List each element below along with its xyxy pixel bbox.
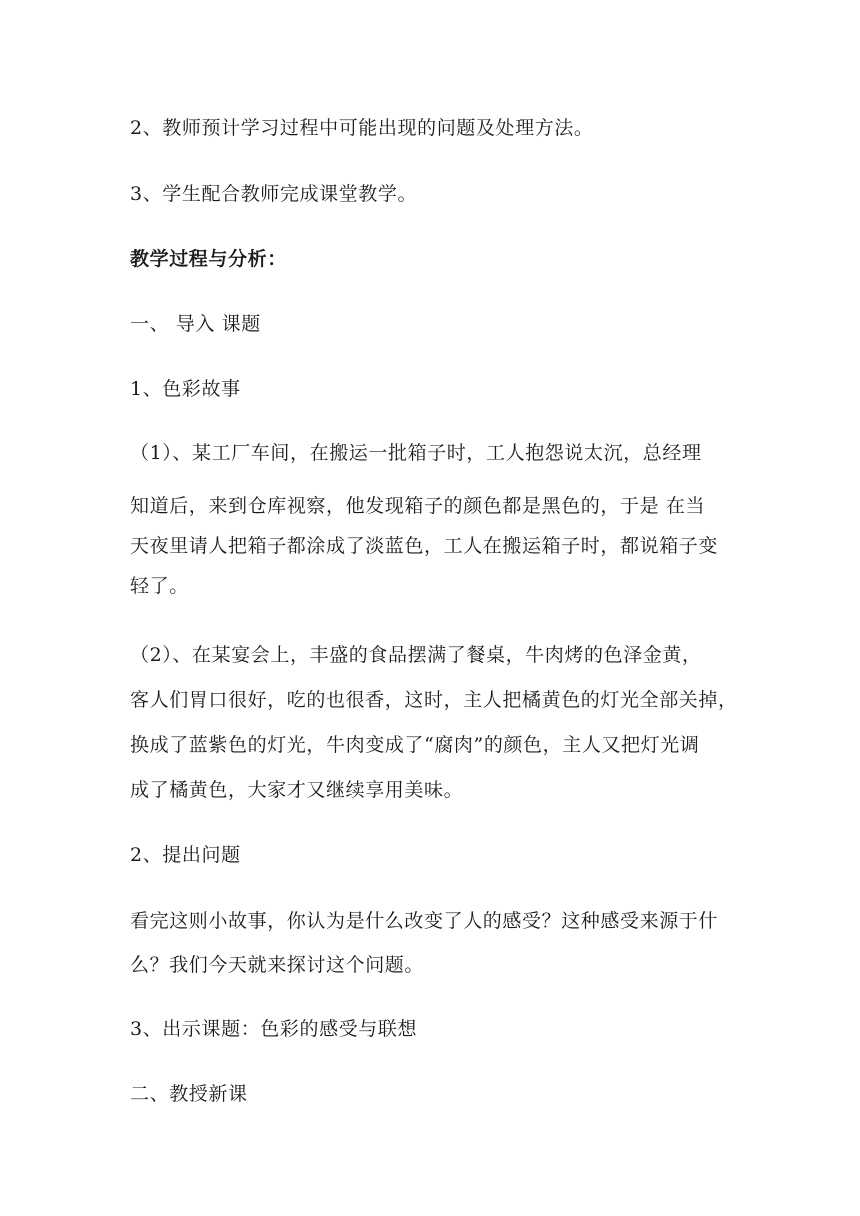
subsection-2-heading: 2、提出问题	[130, 844, 241, 866]
process-heading: 教学过程与分析：	[130, 248, 287, 270]
story-1-line: 天夜里请人把箱子都涂成了淡蓝色，工人在搬运箱子时，都说箱子变	[130, 535, 719, 557]
question-line: 看完这则小故事，你认为是什么改变了人的感受？这种感受来源于什	[130, 910, 719, 932]
subsection-3-heading: 3、出示课题：色彩的感受与联想	[130, 1018, 418, 1040]
question-line: 么？我们今天就来探讨这个问题。	[130, 954, 425, 976]
subsection-1-heading: 1、色彩故事	[130, 378, 241, 400]
story-1-line: （1）、某工厂车间，在搬运一批箱子时，工人抱怨说太沉，总经理	[130, 442, 702, 464]
story-1-line: 轻了。	[130, 575, 189, 597]
section-2-heading: 二、教授新课	[130, 1083, 248, 1105]
story-2-line: 换成了蓝紫色的灯光，牛肉变成了“腐肉”的颜色，主人又把灯光调	[130, 734, 700, 756]
item-3-text: 3、学生配合教师完成课堂教学。	[130, 183, 418, 205]
story-1-line: 知道后，来到仓库视察，他发现箱子的颜色都是黑色的，于是 在当	[130, 495, 706, 517]
story-2-line: 成了橘黄色，大家才又继续享用美味。	[130, 779, 464, 801]
section-1-heading: 一、 导入 课题	[130, 313, 261, 335]
item-2-text: 2、教师预计学习过程中可能出现的问题及处理方法。	[130, 117, 594, 139]
story-2-line: 客人们胃口很好，吃的也很香，这时，主人把橘黄色的灯光全部关掉，	[130, 689, 738, 711]
story-2-line: （2）、在某宴会上，丰盛的食品摆满了餐桌，牛肉烤的色泽金黄，	[130, 644, 702, 666]
